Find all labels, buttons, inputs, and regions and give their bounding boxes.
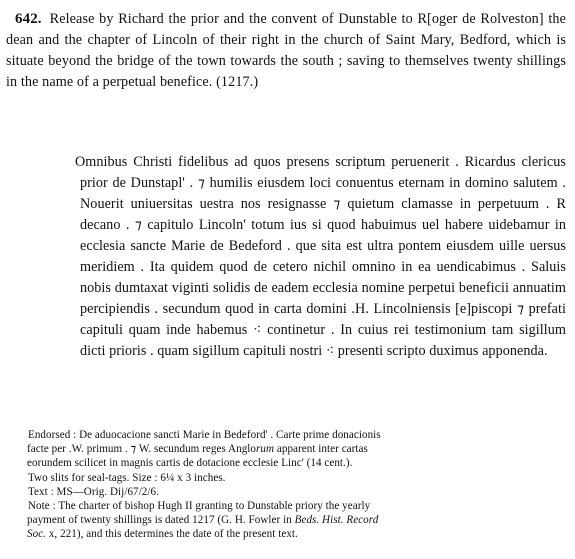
endorsed-line-2-a: facte per .W. primum . ⁊ W. secundum reges Anglo xyxy=(27,443,257,456)
endorsed-line-2-c: apparent inter cartas xyxy=(274,443,368,456)
note-line-3-italic: Soc. xyxy=(27,528,46,541)
seal-slits-note: Two slits for seal-tags. Size : 6¼ x 3 inches. xyxy=(28,471,226,484)
entry-number: 642. xyxy=(15,11,42,27)
entry-title: Release by Richard the prior and the convent of Dunstable to R[oger de Rolveston] the dean and the chapter of Lincoln of their right in the church of Saint Mary, Bedford, which is situate beyond the bridge of the town towards the south ; saving to themselves twenty shillings in the name of a perpetual benefice. (1217.) xyxy=(6,11,566,90)
endorsed-line-1: Endorsed : De aduocacione sancti Marie in Bedeford' . Carte prime donacionis xyxy=(28,429,381,441)
endorsed-line-3: eorundem scilicet in magnis cartis de dotacione ecclesie Linc' (14 cent.). xyxy=(27,457,353,470)
editorial-notes xyxy=(27,428,567,542)
note-line-3-text: x, 221), and this determines the date of the present text. xyxy=(46,528,298,541)
note-line-2-text: payment of twenty shillings is dated 1217 (G. H. Fowler in xyxy=(27,514,295,527)
note-line-2-italic: Beds. Hist. Record xyxy=(294,514,379,527)
endorsed-line-2-italic: rum xyxy=(256,443,275,456)
endorsed-line-2 xyxy=(27,442,567,456)
note-line-2 xyxy=(27,513,567,527)
text-reference: Text : MS—Orig. Dij/67/2/6. xyxy=(28,485,159,498)
note-line-1: Note : The charter of bishop Hugh II granting to Dunstable priory the yearly xyxy=(28,500,371,513)
latin-charter-text: Omnibus Christi fidelibus ad quos presens scriptum peruenerit . Ricardus clericus prior de Dunstapl' . ⁊ humilis eiusdem loci conuentus eternam in domino salutem . Nouerit uniuersitas uestra nos resignasse ⁊ quietum clamasse in perpetuum . R decano . ⁊ capitulo Lincoln' totum ius si quod habuimus uel habere uidebamur in ecclesia sancte Marie de Bedeford . que sita est ultra pontem eiusdem uille uersus meridiem . Ita quidem quod de cetero nichil omnino in ea uendicabimus . Saluis nobis dumtaxat viginti solidis de eadem ecclesia nomine perpetui beneficii annuatim percipiendis . secundum quod in carta domini .H. Lincolniensis [e]piscopi ⁊ prefati capituli quam inde habemus ⁖ continetur . In cuius rei testimonium tam sigillum dicti prioris . quam sigillum capituli nostri ⁖ presenti scripto duximus apponenda. xyxy=(75,154,566,359)
entry-heading xyxy=(6,9,566,93)
note-line-3 xyxy=(27,527,567,541)
